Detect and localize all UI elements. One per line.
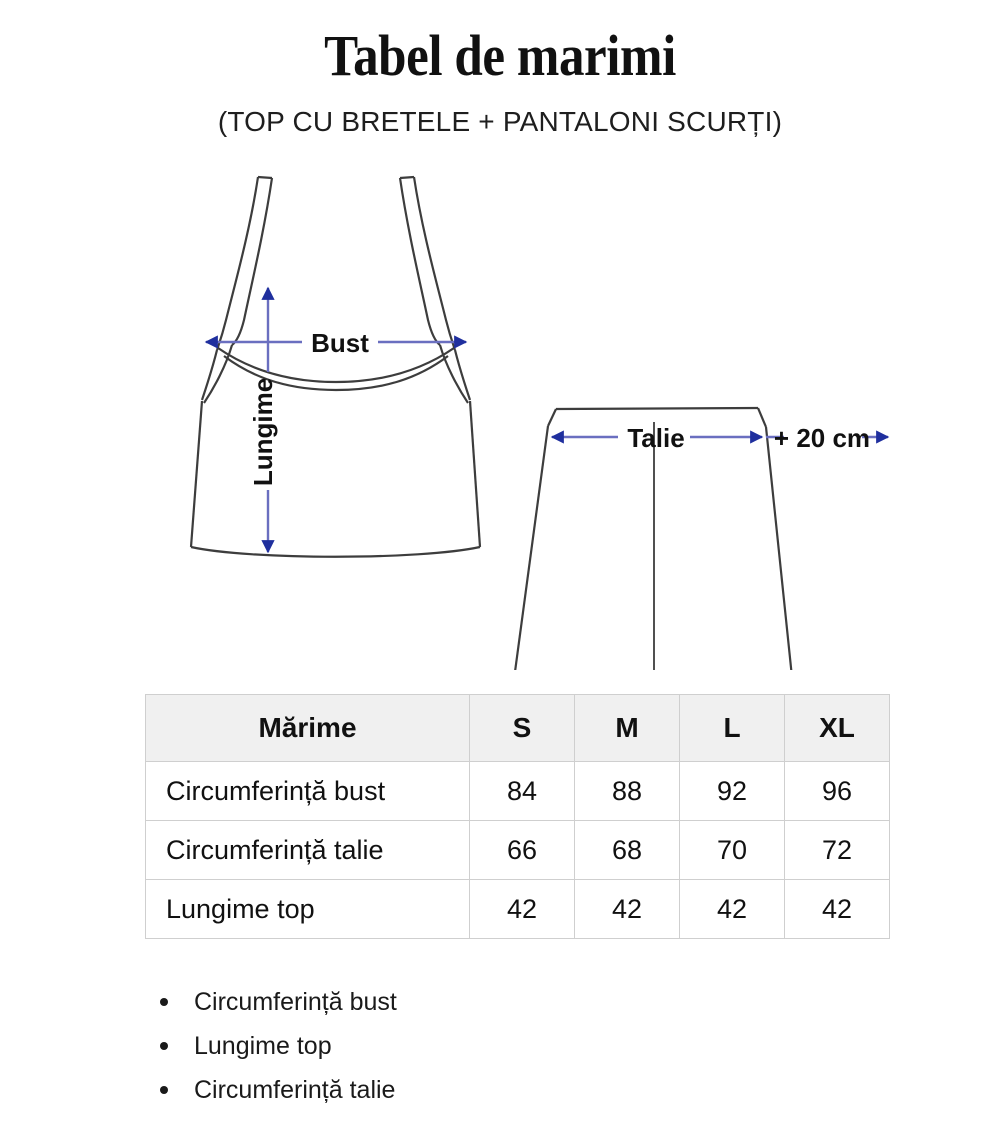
waist-label-text: Talie	[627, 423, 685, 453]
length-label-text: Lungime	[248, 377, 278, 487]
row-label-bust: Circumferință bust	[146, 762, 470, 821]
table-row	[146, 880, 890, 939]
cell-bust-l: 92	[680, 762, 785, 821]
cell-bust-s: 84	[470, 762, 575, 821]
bullet-dot-icon	[160, 1042, 168, 1050]
list-item	[152, 1068, 397, 1112]
measurement-notes-list	[152, 980, 397, 1112]
table-header-row	[146, 695, 890, 762]
row-label-waist: Circumferință talie	[146, 821, 470, 880]
garment-illustrations	[0, 160, 1000, 670]
list-item-label: Lungime top	[194, 1032, 332, 1060]
list-item	[152, 1024, 397, 1068]
column-header-m: M	[575, 695, 680, 762]
row-label-length: Lungime top	[146, 880, 470, 939]
cell-bust-m: 88	[575, 762, 680, 821]
cell-bust-xl: 96	[785, 762, 890, 821]
tank-top-outline	[191, 177, 480, 557]
list-item-label: Circumferință talie	[194, 1076, 396, 1104]
table-row	[146, 821, 890, 880]
cell-length-s: 42	[470, 880, 575, 939]
column-header-l: L	[680, 695, 785, 762]
size-table	[145, 694, 890, 939]
column-header-s: S	[470, 695, 575, 762]
extra-length-label-text: + 20 cm	[773, 423, 871, 453]
column-header-xl: XL	[785, 695, 890, 762]
cell-length-xl: 42	[785, 880, 890, 939]
bullet-dot-icon	[160, 1086, 168, 1094]
list-item	[152, 980, 397, 1024]
list-item-label: Circumferință bust	[194, 988, 397, 1016]
cell-length-m: 42	[575, 880, 680, 939]
cell-waist-l: 70	[680, 821, 785, 880]
cell-length-l: 42	[680, 880, 785, 939]
page-title: Tabel de marimi	[324, 23, 676, 88]
bullet-dot-icon	[160, 998, 168, 1006]
page-subtitle: (TOP CU BRETELE + PANTALONI SCURȚI)	[217, 106, 783, 137]
cell-waist-m: 68	[575, 821, 680, 880]
cell-waist-xl: 72	[785, 821, 890, 880]
table-row	[146, 762, 890, 821]
column-header-measure: Mărime	[146, 695, 470, 762]
cell-waist-s: 66	[470, 821, 575, 880]
bust-label-text: Bust	[311, 328, 369, 358]
